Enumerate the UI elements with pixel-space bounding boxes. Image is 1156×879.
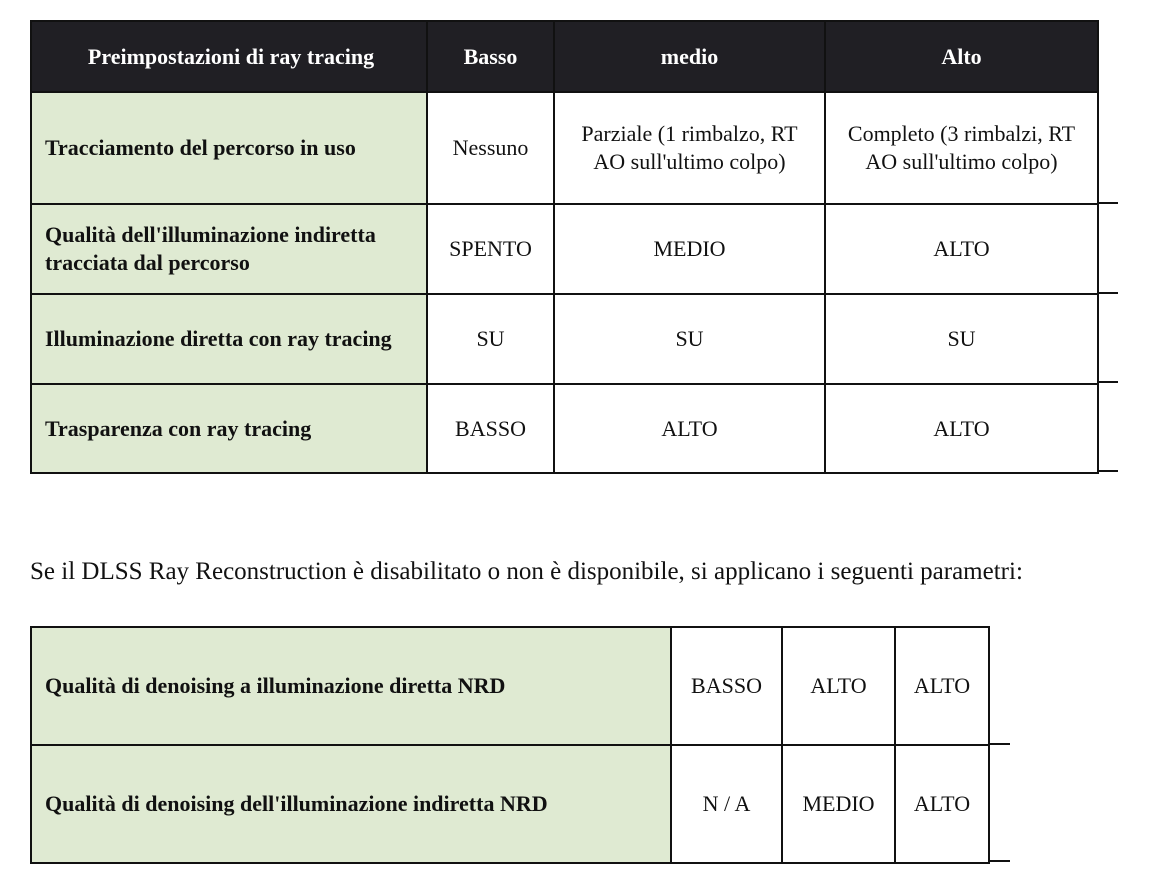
table-border-segment: [1097, 202, 1118, 204]
table-header-row: [31, 21, 1098, 92]
table-row: [31, 92, 1098, 204]
header-medium: medio: [554, 21, 825, 92]
cell-medium: MEDIO: [554, 204, 825, 294]
table-border-segment: [1097, 381, 1118, 383]
table-border-segment: [1097, 292, 1118, 294]
table-row: [31, 294, 1098, 384]
cell-low: SU: [427, 294, 554, 384]
header-high: Alto: [825, 21, 1098, 92]
cell-low: N / A: [671, 745, 782, 863]
dlss-note-paragraph: Se il DLSS Ray Reconstruction è disabilitato o non è disponibile, si applicano i seguenti parametri:: [30, 558, 1023, 585]
cell-high: ALTO: [825, 384, 1098, 473]
cell-high: ALTO: [825, 204, 1098, 294]
ray-tracing-presets-table: [30, 20, 1099, 474]
table-row: [31, 627, 989, 745]
row-label-indirect-denoising: Qualità di denoising dell'illuminazione indiretta NRD: [31, 745, 671, 863]
cell-low: SPENTO: [427, 204, 554, 294]
table-border-segment: [1097, 470, 1118, 472]
cell-low: Nessuno: [427, 92, 554, 204]
row-label-transparency: Trasparenza con ray tracing: [31, 384, 427, 473]
cell-medium: MEDIO: [782, 745, 895, 863]
row-label-direct-denoising: Qualità di denoising a illuminazione diretta NRD: [31, 627, 671, 745]
cell-high: ALTO: [895, 745, 989, 863]
table-row: [31, 204, 1098, 294]
table-border-segment: [988, 860, 1010, 862]
cell-medium: SU: [554, 294, 825, 384]
row-label-indirect-lighting-quality: Qualità dell'illuminazione indiretta tracciata dal percorso: [31, 204, 427, 294]
header-low: Basso: [427, 21, 554, 92]
table-row: [31, 384, 1098, 473]
cell-medium: Parziale (1 rimbalzo, RT AO sull'ultimo colpo): [554, 92, 825, 204]
table-border-segment: [988, 743, 1010, 745]
cell-low: BASSO: [671, 627, 782, 745]
cell-high: Completo (3 rimbalzi, RT AO sull'ultimo colpo): [825, 92, 1098, 204]
cell-high: ALTO: [895, 627, 989, 745]
header-presets: Preimpostazioni di ray tracing: [31, 21, 427, 92]
row-label-direct-lighting: Illuminazione diretta con ray tracing: [31, 294, 427, 384]
cell-low: BASSO: [427, 384, 554, 473]
nrd-denoising-table: [30, 626, 990, 864]
cell-medium: ALTO: [782, 627, 895, 745]
row-label-path-tracing: Tracciamento del percorso in uso: [31, 92, 427, 204]
cell-high: SU: [825, 294, 1098, 384]
cell-medium: ALTO: [554, 384, 825, 473]
table-row: [31, 745, 989, 863]
